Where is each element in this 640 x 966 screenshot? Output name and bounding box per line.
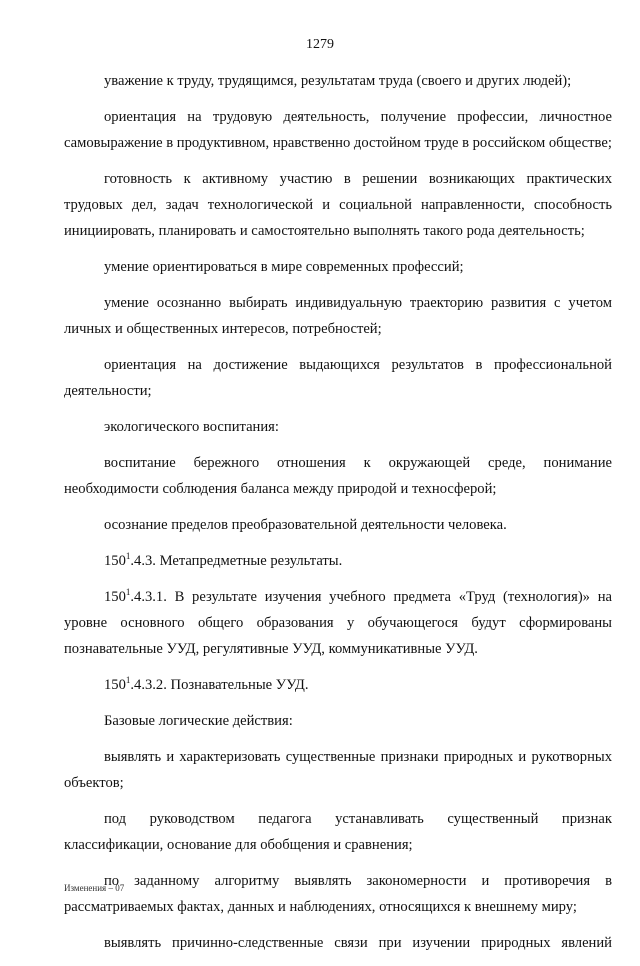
section-paragraph <box>64 584 612 662</box>
paragraph <box>64 68 612 94</box>
document-body <box>64 68 612 966</box>
paragraph-text: выявлять причинно-следственные связи при изучении природных явлений <box>104 935 612 951</box>
paragraph-text: воспитание бережного отношения к окружающей среде, понимание необходимости соблюдения баланса между природой и техносферой; <box>64 455 612 497</box>
paragraph-text: .4.3.1. В результате изучения учебного предмета «Труд (технология)» на уровне основного общего образования у обучающегося будут сформированы познавательные УУД, регулятивные УУД, коммуникативные УУД. <box>64 589 612 657</box>
section-number-superscript: 1 <box>125 551 131 561</box>
paragraph-text: умение ориентироваться в мире современных профессий; <box>104 259 464 275</box>
paragraph <box>64 512 612 538</box>
paragraph-text: по заданному алгоритму выявлять закономерности и противоречия в рассматриваемых фактах, данных и наблюдениях, относящихся к внешнему миру; <box>64 873 612 915</box>
paragraph-text: уважение к труду, трудящимся, результатам труда (своего и других людей); <box>104 73 572 89</box>
paragraph-text: .4.3.2. Познавательные УУД. <box>130 677 309 693</box>
paragraph-text: Базовые логические действия: <box>104 713 293 729</box>
footer-note: Изменения – 07 <box>64 883 125 893</box>
section-heading <box>64 672 612 698</box>
paragraph-text: .4.3. Метапредметные результаты. <box>130 553 343 569</box>
paragraph <box>64 414 612 440</box>
section-number-superscript: 1 <box>125 675 131 685</box>
section-number-superscript: 1 <box>125 587 131 597</box>
paragraph-text: ориентация на трудовую деятельность, получение профессии, личностное самовыражение в продуктивном, нравственно достойном труде в российском обществе; <box>64 109 612 151</box>
paragraph-text: осознание пределов преобразовательной деятельности человека. <box>104 517 507 533</box>
paragraph <box>64 104 612 156</box>
paragraph-text: выявлять и характеризовать существенные признаки природных и рукотворных объектов; <box>64 749 612 791</box>
section-heading <box>64 548 612 574</box>
paragraph <box>64 352 612 404</box>
page-number: 1279 <box>306 37 334 52</box>
paragraph <box>64 868 612 920</box>
paragraph-text: под руководством педагога устанавливать существенный признак классификации, основание для обобщения и сравнения; <box>64 811 612 853</box>
paragraph <box>64 450 612 502</box>
paragraph-text: готовность к активному участию в решении возникающих практических трудовых дел, задач технологической и социальной направленности, способность инициировать, планировать и самостоятельно выполнять такого рода деятельность; <box>64 171 612 239</box>
paragraph-text: ориентация на достижение выдающихся результатов в профессиональной деятельности; <box>64 357 612 399</box>
section-number: 150 <box>104 589 126 605</box>
paragraph <box>64 166 612 244</box>
paragraph <box>64 254 612 280</box>
section-number: 150 <box>104 553 126 569</box>
paragraph-text: умение осознанно выбирать индивидуальную траекторию развития с учетом личных и общественных интересов, потребностей; <box>64 295 612 337</box>
paragraph <box>64 290 612 342</box>
paragraph <box>64 806 612 858</box>
paragraph-text: экологического воспитания: <box>104 419 279 435</box>
paragraph <box>64 930 612 956</box>
section-number: 150 <box>104 677 126 693</box>
paragraph <box>64 708 612 734</box>
paragraph <box>64 744 612 796</box>
